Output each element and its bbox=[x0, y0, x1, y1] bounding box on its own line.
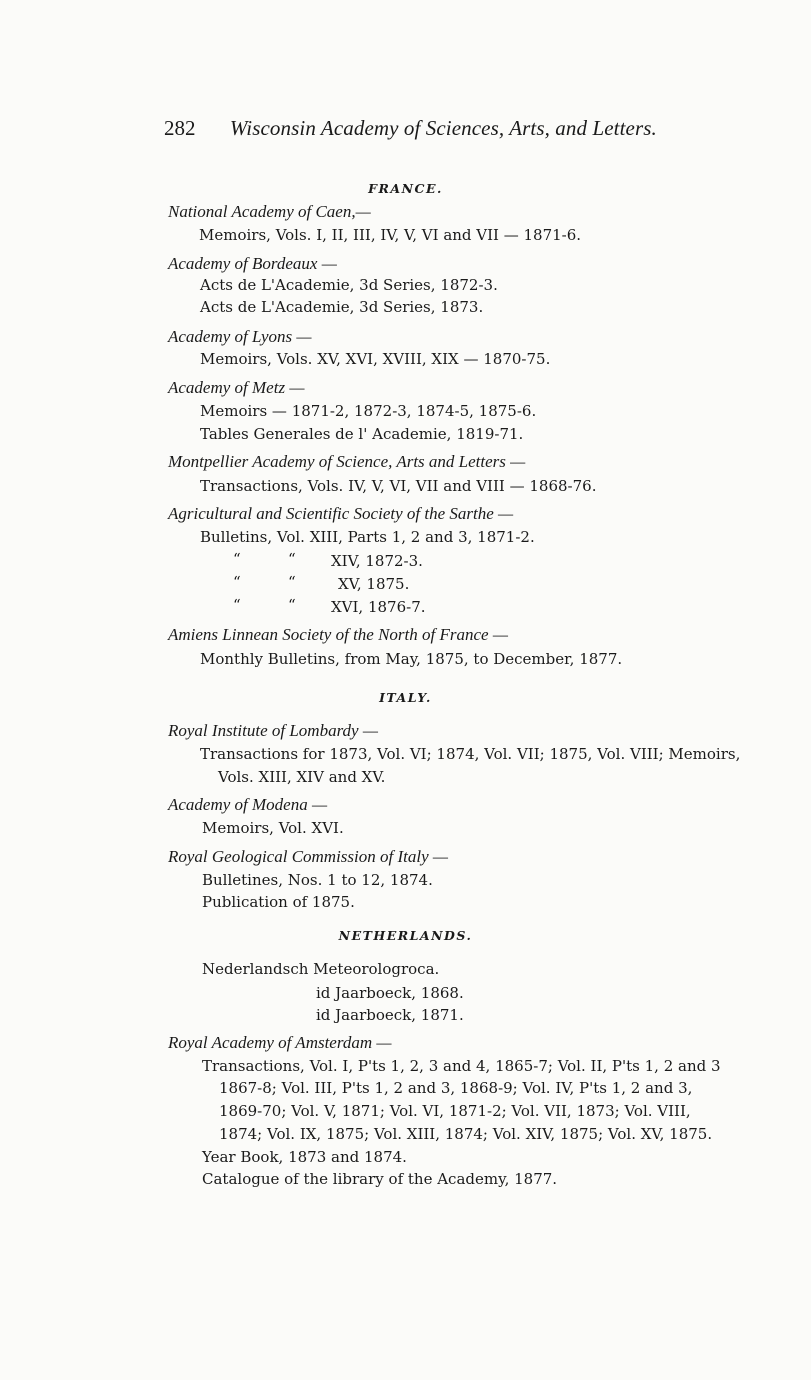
holding-line: Bulletins, Vol. XIII, Parts 1, 2 and 3, 1871-2. bbox=[200, 528, 535, 546]
running-head bbox=[164, 116, 657, 141]
institution-name: Academy of Modena — bbox=[168, 795, 328, 814]
section-heading-netherlands: NETHERLANDS. bbox=[338, 928, 473, 943]
holding-line: Memoirs — 1871-2, 1872-3, 1874-5, 1875-6. bbox=[200, 402, 537, 420]
ditto-mark: “ bbox=[288, 550, 296, 568]
holding-line: Transactions for 1873, Vol. VI; 1874, Vol. VII; 1875, Vol. VIII; Memoirs, bbox=[200, 745, 741, 763]
running-title: Wisconsin Academy of Sciences, Arts, and Letters. bbox=[229, 116, 657, 140]
institution-name: Amiens Linnean Society of the North of France — bbox=[168, 625, 508, 644]
holding-line: Acts de L'Academie, 3d Series, 1872-3. bbox=[200, 276, 498, 294]
institution-name: Academy of Lyons — bbox=[168, 327, 312, 346]
holding-line: XIV, 1872-3. bbox=[331, 552, 423, 570]
institution-name: Royal Academy of Amsterdam — bbox=[168, 1033, 392, 1052]
holding-line: Memoirs, Vol. XVI. bbox=[202, 819, 344, 837]
holding-line: Acts de L'Academie, 3d Series, 1873. bbox=[200, 298, 484, 316]
holding-line: Memoirs, Vols. XV, XVI, XVIII, XIX — 1870-75. bbox=[200, 350, 551, 368]
holding-line: Monthly Bulletins, from May, 1875, to December, 1877. bbox=[200, 650, 623, 668]
holding-line: Publication of 1875. bbox=[202, 893, 355, 911]
holding-line: id Jaarboeck, 1868. bbox=[316, 984, 464, 1002]
page-number: 282 bbox=[164, 116, 196, 140]
holding-line: 1874; Vol. IX, 1875; Vol. XIII, 1874; Vol. XIV, 1875; Vol. XV, 1875. bbox=[219, 1125, 713, 1143]
holding-line: Vols. XIII, XIV and XV. bbox=[218, 768, 386, 786]
institution-name: Royal Institute of Lombardy — bbox=[168, 721, 378, 740]
institution-name: Academy of Bordeaux — bbox=[168, 254, 337, 273]
institution-name: Royal Geological Commission of Italy — bbox=[168, 847, 449, 866]
holding-line: Transactions, Vol. I, P'ts 1, 2, 3 and 4, 1865-7; Vol. II, P'ts 1, 2 and 3 bbox=[202, 1057, 721, 1075]
ditto-mark: “ bbox=[288, 573, 296, 591]
holding-line: Transactions, Vols. IV, V, VI, VII and VIII — 1868-76. bbox=[200, 477, 597, 495]
institution-name: Agricultural and Scientific Society of the Sarthe — bbox=[168, 504, 514, 523]
ditto-mark: “ bbox=[233, 550, 241, 568]
holding-line: id Jaarboeck, 1871. bbox=[316, 1006, 464, 1024]
holding-line: Memoirs, Vols. I, II, III, IV, V, VI and VII — 1871-6. bbox=[199, 226, 582, 244]
holding-line: Bulletines, Nos. 1 to 12, 1874. bbox=[202, 871, 433, 889]
ditto-mark: “ bbox=[288, 596, 296, 614]
holding-line: Catalogue of the library of the Academy, 1877. bbox=[202, 1170, 558, 1188]
institution-name: Montpellier Academy of Science, Arts and Letters — bbox=[168, 452, 526, 471]
institution-name: Academy of Metz — bbox=[168, 378, 305, 397]
section-heading-italy: ITALY. bbox=[379, 690, 432, 705]
holding-line: Tables Generales de l' Academie, 1819-71. bbox=[200, 425, 524, 443]
holding-line: Year Book, 1873 and 1874. bbox=[202, 1148, 407, 1166]
ditto-mark: “ bbox=[233, 573, 241, 591]
holding-line: XVI, 1876-7. bbox=[331, 598, 426, 616]
holding-line: XV, 1875. bbox=[338, 575, 410, 593]
holding-line: Nederlandsch Meteorologroca. bbox=[202, 960, 440, 978]
holding-line: 1867-8; Vol. III, P'ts 1, 2 and 3, 1868-9; Vol. IV, P'ts 1, 2 and 3, bbox=[219, 1079, 693, 1097]
section-heading-france: FRANCE. bbox=[368, 181, 443, 196]
institution-name: National Academy of Caen,— bbox=[168, 202, 371, 221]
holding-line: 1869-70; Vol. V, 1871; Vol. VI, 1871-2; Vol. VII, 1873; Vol. VIII, bbox=[219, 1102, 691, 1120]
ditto-mark: “ bbox=[233, 596, 241, 614]
